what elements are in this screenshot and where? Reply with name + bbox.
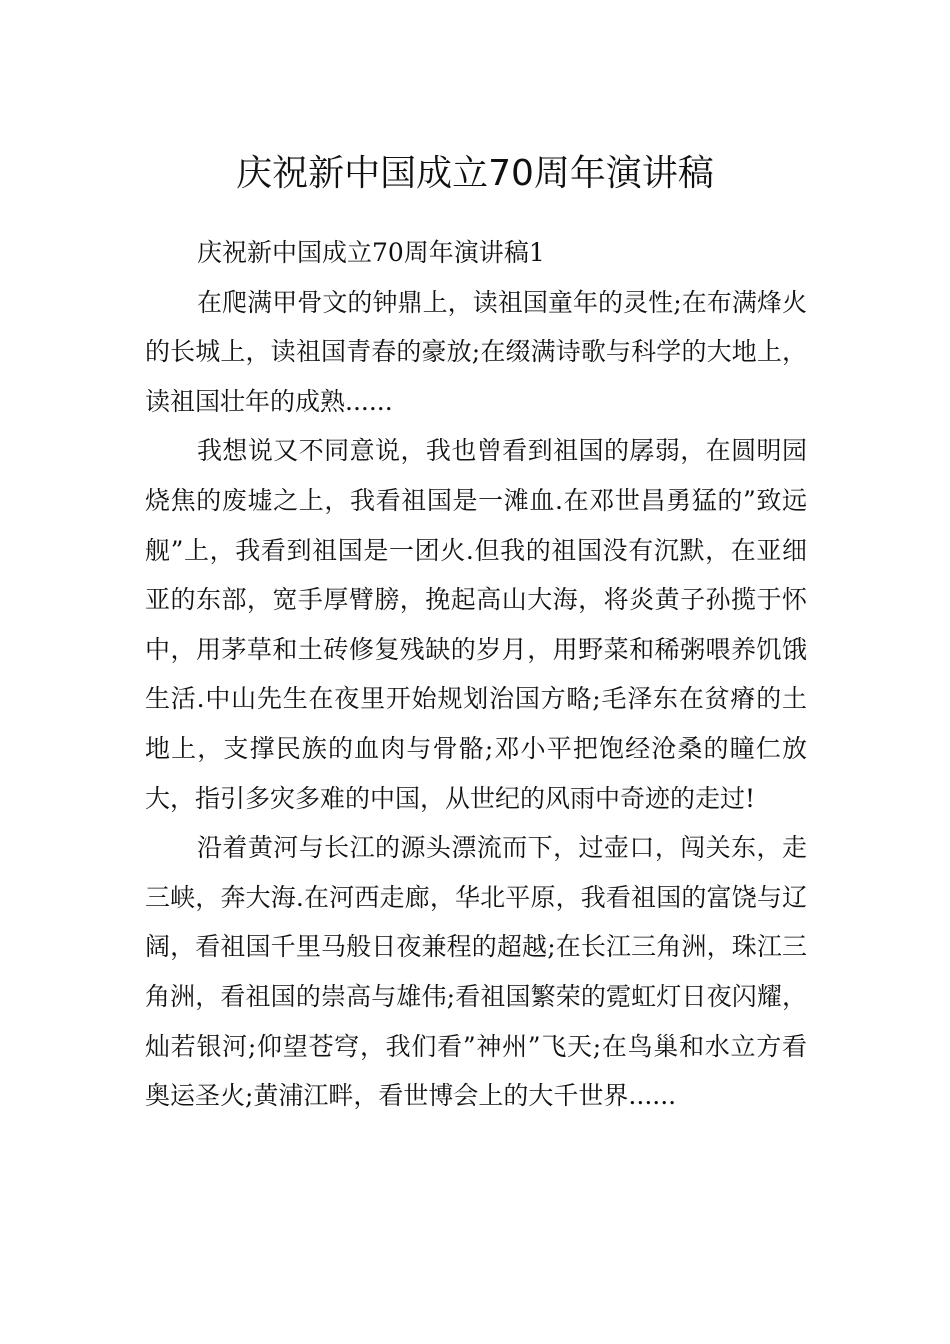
document-body <box>145 228 807 1121</box>
paragraph-3: 沿着黄河与长江的源头漂流而下，过壶口，闯关东，走三峡，奔大海.在河西走廊，华北平原，我看祖国的富饶与辽阔，看祖国千里马般日夜兼程的超越;在长江三角洲，珠江三角洲，看祖国的崇高与雄伟;看祖国繁荣的霓虹灯日夜闪耀，灿若银河;仰望苍穹，我们看”神州”飞天;在鸟巢和水立方看奥运圣火;黄浦江畔，看世博会上的大千世界...... <box>145 833 807 1111</box>
paragraph-2: 我想说又不同意说，我也曾看到祖国的孱弱，在圆明园烧焦的废墟之上，我看祖国是一滩血.在邓世昌勇猛的”致远舰”上，我看到祖国是一团火.但我的祖国没有沉默，在亚细亚的东部，宽手厚臂膀，挽起高山大海，将炎黄子孙揽于怀中，用茅草和土砖修复残缺的岁月，用野菜和稀粥喂养饥饿生活.中山先生在夜里开始规划治国方略;毛泽东在贫瘠的土地上，支撑民族的血肉与骨骼;邓小平把饱经沧桑的瞳仁放大，指引多灾多难的中国，从世纪的风雨中奇迹的走过! <box>145 436 807 813</box>
paragraph-1: 在爬满甲骨文的钟鼎上，读祖国童年的灵性;在布满烽火的长城上，读祖国青春的豪放;在缀满诗歌与科学的大地上，读祖国壮年的成熟...... <box>145 287 807 416</box>
document-title: 庆祝新中国成立70周年演讲稿 <box>236 153 714 195</box>
document-subtitle: 庆祝新中国成立70周年演讲稿1 <box>197 238 545 267</box>
